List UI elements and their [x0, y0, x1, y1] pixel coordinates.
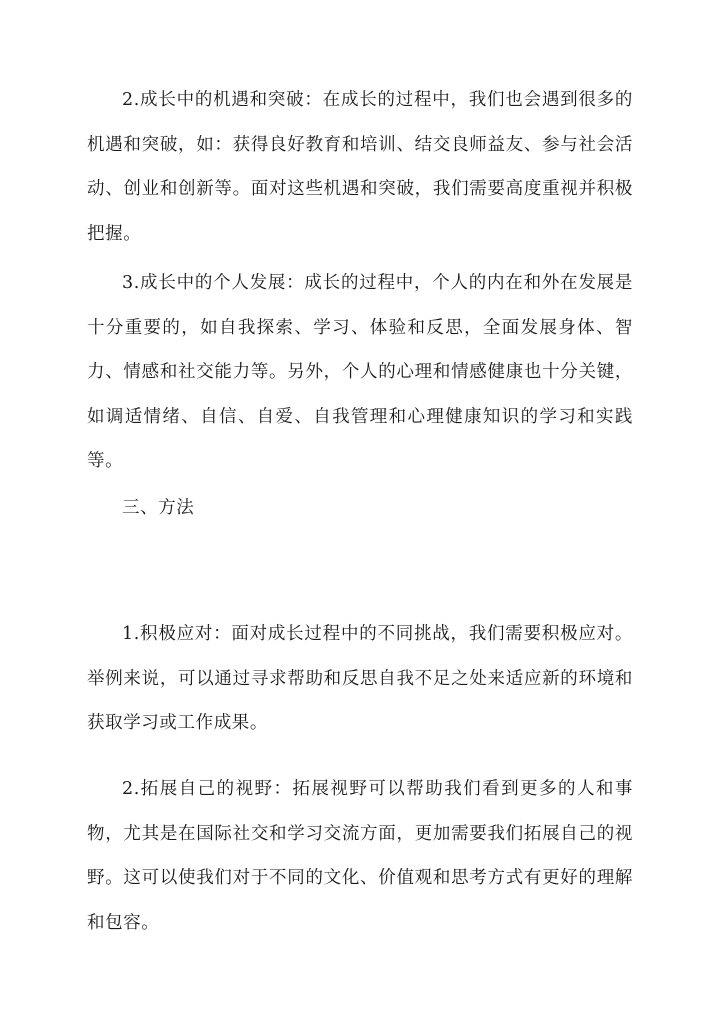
paragraph-active-response: 1.积极应对：面对成长过程中的不同挑战，我们需要积极应对。举例来说，可以通过寻求帮助和反思自我不足之处来适应新的环境和获取学习或工作成果。 [87, 624, 633, 733]
section-heading-methods: 三、方法 [122, 498, 195, 518]
paragraph-personal-development: 3.成长中的个人发展：成长的过程中，个人的内在和外在发展是十分重要的，如自我探索、学习、体验和反思，全面发展身体、智力、情感和社交能力等。另外，个人的心理和情感健康也十分关键，如调适情绪、自信、自爱、自我管理和心理健康知识的学习和实践等。 [87, 273, 633, 471]
paragraph-broaden-horizons: 2.拓展自己的视野：拓展视野可以帮助我们看到更多的人和事物，尤其是在国际社交和学习交流方面，更加需要我们拓展自己的视野。这可以使我们对于不同的文化、价值观和思考方式有更好的理解和包容。 [87, 779, 633, 933]
paragraph-opportunities-breakthroughs: 2.成长中的机遇和突破：在成长的过程中，我们也会遇到很多的机遇和突破，如：获得良好教育和培训、结交良师益友、参与社会活动、创业和创新等。面对这些机遇和突破，我们需要高度重视并积极把握。 [87, 90, 633, 244]
